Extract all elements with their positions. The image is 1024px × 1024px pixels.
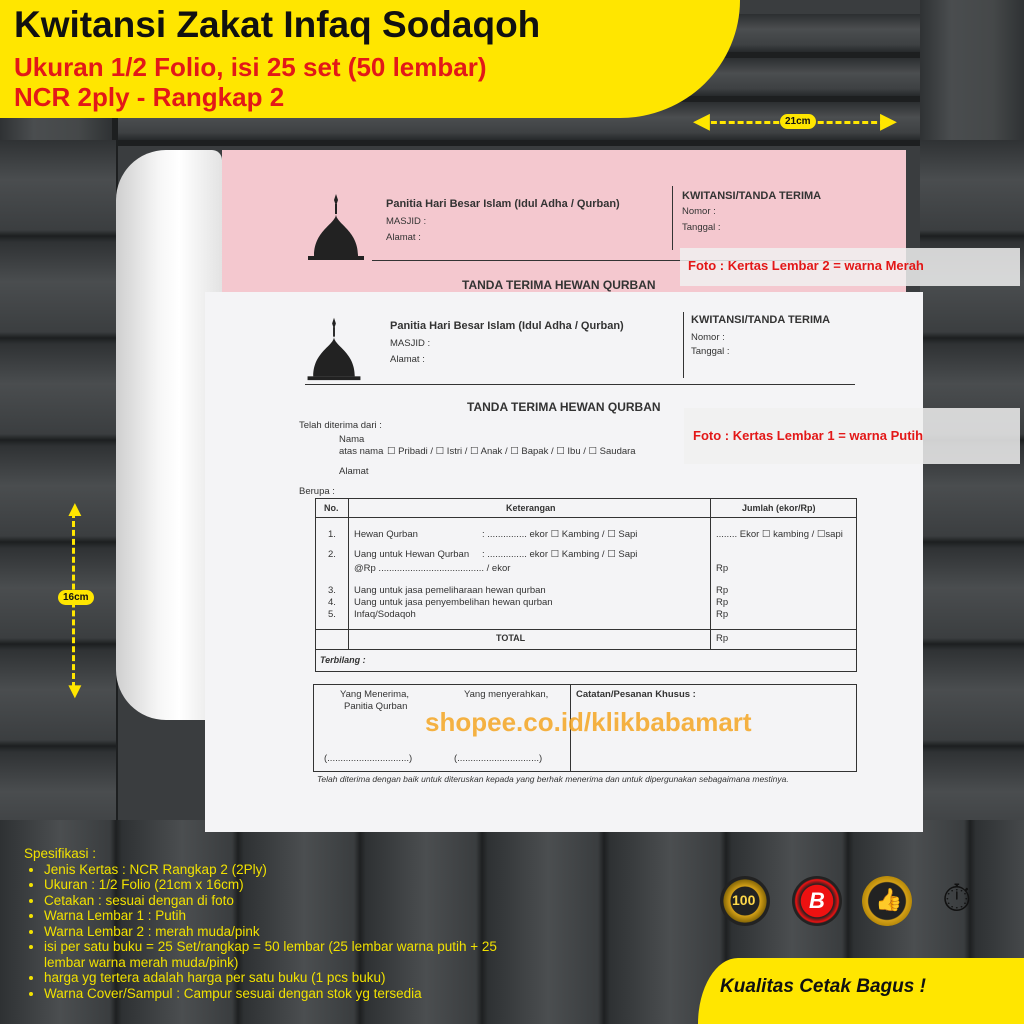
table-cell: : ............... ekor ☐ Kambing / ☐ Sapi xyxy=(482,549,638,560)
tanggal-field: Tanggal : xyxy=(691,346,730,357)
thumbs-up-icon xyxy=(862,876,912,926)
table-cell: @Rp ........................................ / ekor xyxy=(354,563,511,574)
quality-seal-text: 100 xyxy=(732,892,756,908)
berupa-label: Berupa : xyxy=(299,486,335,497)
table-cell: Rp xyxy=(716,563,729,574)
table-cell: Uang untuk Hewan Qurban xyxy=(354,549,470,560)
sheet2-caption: Foto : Kertas Lembar 2 = warna Merah xyxy=(688,258,924,273)
spec-item: • isi per satu buku = 25 Set/rangkap = 50 lembar (25 lembar warna putih + 25 lembar warna merah muda/pink) xyxy=(44,939,514,970)
mosque-icon xyxy=(306,190,366,262)
white-sheet xyxy=(205,292,923,832)
footer-note: Telah diterima dengan baik untuk diteruskan kepada yang berhak menerima dan untuk dipergunakan sebagaimana mestinya. xyxy=(317,774,789,784)
brand-logo-text: B xyxy=(809,888,825,913)
table-total-rule xyxy=(316,629,856,630)
receiver-sub: Panitia Qurban xyxy=(344,701,408,712)
terbilang-label: Terbilang : xyxy=(320,655,366,665)
table-cell: 2. xyxy=(328,549,336,560)
specifications xyxy=(24,846,514,1001)
thumbs-up-glyph: 👍 xyxy=(875,887,903,912)
arrow-left-icon: ◀ xyxy=(693,108,710,133)
table-cell: 5. xyxy=(328,609,336,620)
table-cell: Rp xyxy=(716,597,729,608)
total-label: TOTAL xyxy=(496,633,526,643)
table-cell: Uang untuk jasa pemeliharaan hewan qurban xyxy=(354,585,546,596)
table-header-rule xyxy=(316,517,856,518)
spec-item: • Warna Lembar 2 : merah muda/pink xyxy=(44,924,514,940)
table-col-divider xyxy=(710,499,711,649)
width-label: 21cm xyxy=(780,114,816,129)
shop-watermark: shopee.co.id/klikbabamart xyxy=(425,707,752,737)
table-header: No. xyxy=(324,503,339,513)
form-heading: TANDA TERIMA HEWAN QURBAN xyxy=(462,278,656,292)
org-name: Panitia Hari Besar Islam (Idul Adha / Qurban) xyxy=(390,320,624,332)
atas-nama-label: atas nama xyxy=(339,446,384,457)
stopwatch-glyph: ⏱ xyxy=(942,878,972,920)
spec-item: • Cetakan : sesuai dengan di foto xyxy=(44,893,514,909)
table-cell: : ............... ekor ☐ Kambing / ☐ Sapi xyxy=(482,529,638,540)
arrow-right-icon: ▶ xyxy=(880,108,897,133)
alamat-field: Alamat : xyxy=(390,354,425,365)
table-cell: 3. xyxy=(328,585,336,596)
atas-nama-options: ☐ Pribadi / ☐ Istri / ☐ Anak / ☐ Bapak / ☐ Ibu / ☐ Saudara xyxy=(387,446,636,457)
nomor-field: Nomor : xyxy=(691,332,725,343)
receipt-title: KWITANSI/TANDA TERIMA xyxy=(682,190,822,202)
table-cell: ........ Ekor ☐ kambing / ☐sapi xyxy=(716,529,843,540)
table-cell: 4. xyxy=(328,597,336,608)
spec-item: • Warna Lembar 1 : Putih xyxy=(44,908,514,924)
notes-label: Catatan/Pesanan Khusus : xyxy=(576,689,696,700)
tanggal-field: Tanggal : xyxy=(682,222,721,233)
nama-label: Nama xyxy=(339,434,365,445)
table-col-divider xyxy=(348,499,349,649)
table-cell: 1. xyxy=(328,529,336,540)
table-cell: Uang untuk jasa penyembelihan hewan qurban xyxy=(354,597,553,608)
receipt-title: KWITANSI/TANDA TERIMA xyxy=(691,314,831,326)
subtitle-size: Ukuran 1/2 Folio, isi 25 set (50 lembar) xyxy=(14,52,487,82)
quality-text: Kualitas Cetak Bagus ! xyxy=(720,976,926,997)
receiver-label: Yang Menerima, xyxy=(340,689,409,700)
giver-label: Yang menyerahkan, xyxy=(464,689,549,700)
total-amount: Rp xyxy=(716,633,729,644)
header-rule xyxy=(305,384,855,385)
quality-banner xyxy=(698,958,1024,1024)
table-cell: Infaq/Sodaqoh xyxy=(354,609,416,620)
spec-item: • Jenis Kertas : NCR Rangkap 2 (2Ply) xyxy=(44,862,514,878)
title-banner xyxy=(0,0,740,118)
table-cell: Rp xyxy=(716,609,729,620)
items-table xyxy=(315,498,857,672)
table-header: Keterangan xyxy=(506,503,556,513)
table-cell: Hewan Qurban xyxy=(354,529,418,540)
table-header: Jumlah (ekor/Rp) xyxy=(742,503,816,513)
table-cell: Rp xyxy=(716,585,729,596)
alamat-field: Alamat : xyxy=(386,232,421,243)
received-from: Telah diterima dari : xyxy=(299,420,382,431)
header-divider xyxy=(672,186,673,250)
arrow-up-icon: ▲ xyxy=(64,496,86,521)
alamat-bullet: Alamat xyxy=(339,466,369,477)
brand-logo-icon xyxy=(792,876,842,926)
org-name: Panitia Hari Besar Islam (Idul Adha / Qurban) xyxy=(386,198,620,210)
stopwatch-icon xyxy=(936,876,986,926)
receiver-blank: (...............................) xyxy=(324,753,413,764)
table-terbilang-rule xyxy=(316,649,856,650)
arrow-down-icon: ▼ xyxy=(64,678,86,703)
quality-seal-icon xyxy=(720,876,770,926)
height-label: 16cm xyxy=(58,590,94,605)
page-title: Kwitansi Zakat Infaq Sodaqoh xyxy=(14,4,541,45)
header-divider xyxy=(683,312,684,378)
spec-item: • Warna Cover/Sampul : Campur sesuai dengan stok yg tersedia xyxy=(44,986,514,1002)
spec-item: • Ukuran : 1/2 Folio (21cm x 16cm) xyxy=(44,877,514,893)
sheet1-caption: Foto : Kertas Lembar 1 = warna Putih xyxy=(693,428,924,443)
masjid-field: MASJID : xyxy=(386,216,427,227)
masjid-field: MASJID : xyxy=(390,338,431,349)
form-heading: TANDA TERIMA HEWAN QURBAN xyxy=(467,400,661,414)
giver-blank: (...............................) xyxy=(454,753,543,764)
mosque-icon xyxy=(301,314,367,382)
nomor-field: Nomor : xyxy=(682,206,716,217)
specs-heading: Spesifikasi : xyxy=(24,846,97,861)
subtitle-ply: NCR 2ply - Rangkap 2 xyxy=(14,82,285,112)
spec-item: • harga yg tertera adalah harga per satu buku (1 pcs buku) xyxy=(44,970,514,986)
